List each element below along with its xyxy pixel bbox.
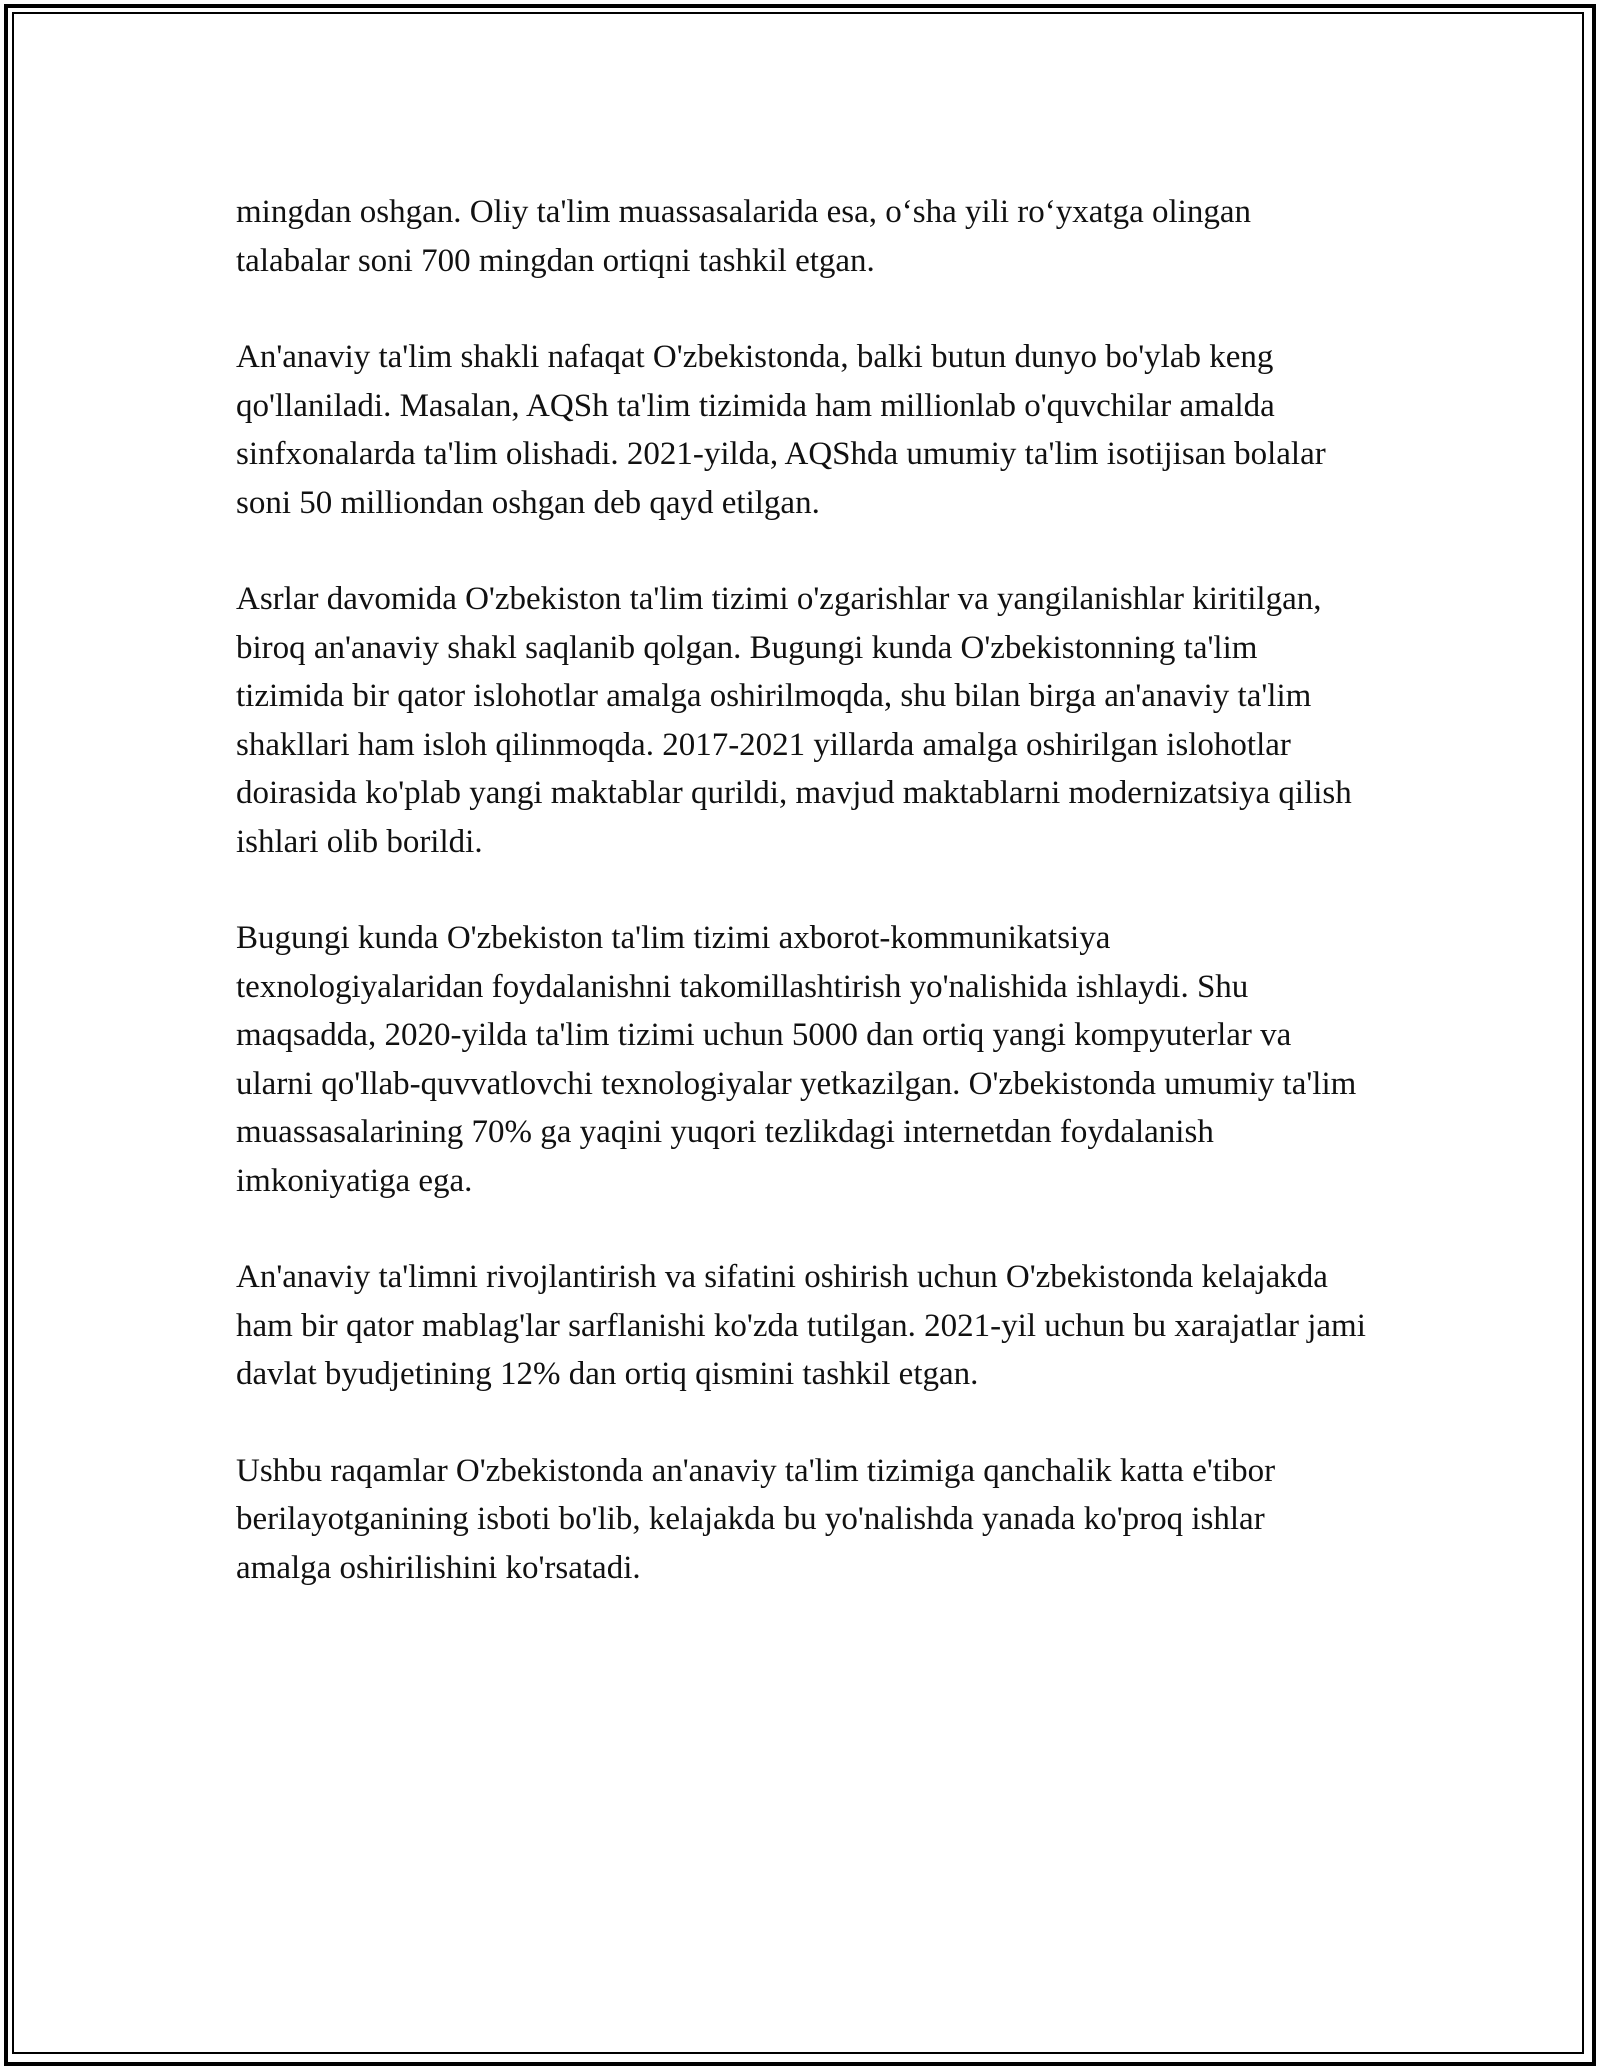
paragraph-5: An'anaviy ta'limni rivojlantirish va sifatini oshirish uchun O'zbekistonda kelajakda ham bir qator mablag'lar sarflanishi ko'zda tutilgan. 2021-yil uchun bu xarajatlar jami davlat byudjetining 12% dan ortiq qismini tashkil etgan. [236,1259,1366,1392]
paragraph-4: Bugungi kunda O'zbekiston ta'lim tizimi axborot-kommunikatsiya texnologiyalaridan foydalanishni takomillashtirish yo'nalishida ishlaydi. Shu maqsadda, 2020-yilda ta'lim tizimi uchun 5000 dan ortiq yangi kompyuterlar va ularni qo'llab-quvvatlovchi texnologiyalar yetkazilgan. O'zbekistonda umumiy ta'lim muassasalarining 70% ga yaqini yuqori tezlikdagi internetdan foydalanish imkoniyatiga ega. [236,920,1357,1199]
paragraph-2: An'anaviy ta'lim shakli nafaqat O'zbekistonda, balki butun dunyo bo'ylab keng qo'llaniladi. Masalan, AQSh ta'lim tizimida ham millionlab o'quvchilar amalda sinfxonalarda ta'lim olishadi. 2021-yilda, AQShda umumiy ta'lim isotijisan bolalar soni 50 milliondan oshgan deb qayd etilgan. [236,339,1326,521]
paragraph-1: mingdan oshgan. Oliy ta'lim muassasalarida esa, o‘sha yili ro‘yxatga olingan talabalar soni 700 mingdan ortiqni tashkil etgan. [236,194,1251,279]
paragraph-3: Asrlar davomida O'zbekiston ta'lim tizimi o'zgarishlar va yangilanishlar kiritilgan, biroq an'anaviy shakl saqlanib qolgan. Bugungi kunda O'zbekistonning ta'lim tizimida bir qator islohotlar amalga oshirilmoqda, shu bilan birga an'anaviy ta'lim shakllari ham isloh qilinmoqda. 2017-2021 yillarda amalga oshirilgan islohotlar doirasida ko'plab yangi maktablar qurildi, mavjud maktablarni modernizatsiya qilish ishlari olib borildi. [236,581,1352,860]
document-body [236,188,1366,1640]
paragraph-6: Ushbu raqamlar O'zbekistonda an'anaviy ta'lim tizimiga qanchalik katta e'tibor berilayotganining isboti bo'lib, kelajakda bu yo'nalishda yanada ko'proq ishlar amalga oshirilishini ko'rsatadi. [236,1452,1276,1586]
